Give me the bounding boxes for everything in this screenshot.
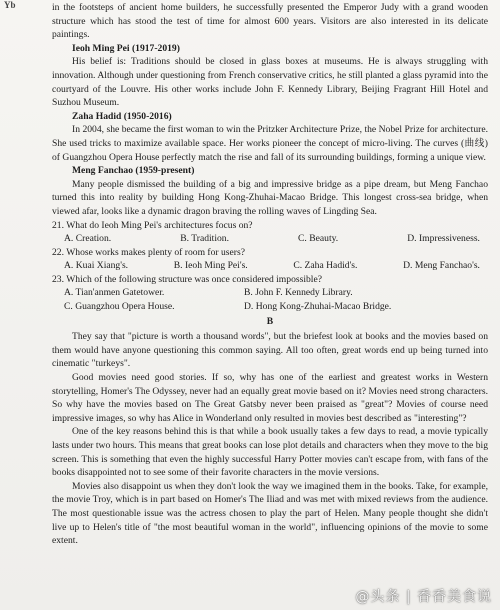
question-21-options [52,232,488,246]
question-23-options [52,286,488,313]
section-body-hadid: In 2004, she became the first woman to win the Pritzker Architecture Prize, the Nobel Prize for architecture. She used tricks to maximize available space. Her works pioneer the concept of micro-living. The curves (曲线) of Guangzhou Opera House perfectly match the rise and fall of its surrounding buildings, forming a unique view. [52,124,488,163]
option-b: B. John F. Kennedy Library. [244,287,353,299]
option-a: A. Kuai Xiang's. [64,260,129,272]
option-b: B. Tradition. [180,233,229,245]
section-body-meng: Many people dismissed the building of a big and impressive bridge as a pipe dream, but Meng Fanchao turned this into reality by building Hong Kong-Zhuhai-Macao Bridge. This longest cross-sea bridge, when viewed afar, looks like a dynamic dragon braving the rolling waves of Lingding Sea. [52,178,488,217]
passage-b-paragraph-3: One of the key reasons behind this is that while a book usually takes a few days to read, a movie typically lasts under two hours. This means that great books can lose plot details and characters when they move to the big screen. This is something that even the highly successful Harry Potter movies can't escape from, with fans of the books disappointed not to see some of their favorite characters in the movie versions. [52,426,488,479]
paragraph-continuation: in the footsteps of ancient home builders, he successfully presented the Emperor Judy with a grand wooden structure which has stood the test of time for almost 600 years. Visitors are also interested in its delicate paintings. [52,2,488,41]
section-heading-pei: Ieoh Ming Pei (1917-2019) [72,42,180,54]
option-c: C. Zaha Hadid's. [293,260,358,272]
question-23-stem: 23. Which of the following structure was once considered impossible? [52,273,322,285]
question-22-options [52,259,488,273]
option-a: A. Tian'anmen Gatetower. [64,287,165,299]
option-d: D. Hong Kong-Zhuhai-Macao Bridge. [244,301,392,313]
passage-b-paragraph-4: Movies also disappoint us when they don't look the way we imagined them in the books. Take, for example, the movie Troy, which is in part based on Homer's The Iliad and was met with mixed reviews from the audience. The most questionable issue was the actress chosen to play the part of Helen. Many people thought she didn't live up to Helen's title of "the most beautiful woman in the world", influencing opinions of the movie to some extent. [52,480,488,547]
section-b-marker: B [266,315,274,327]
section-body-pei: His belief is: Traditions should be closed in glass boxes at museums. He is always struggling with innovation. Although under questioning from French conservative critics, he still planted a glass pyramid into the courtyard of the Louvre. His other works include John F. Kennedy Library, Beijing Fragrant Hill Hotel and Suzhou Museum. [52,56,488,109]
page-corner-mark: Yb [4,0,16,10]
option-c: C. Guangzhou Opera House. [64,301,175,313]
section-heading-meng: Meng Fanchao (1959-present) [72,165,195,177]
section-heading-hadid: Zaha Hadid (1950-2016) [72,110,172,122]
option-a: A. Creation. [64,233,112,245]
option-d: D. Meng Fanchao's. [403,260,480,272]
page-content [52,1,488,548]
passage-b-paragraph-2: Good movies need good stories. If so, why has one of the earliest and greatest works in Western storytelling, Homer's The Odyssey, never had an equally great movie based on it? Movies need strong characters. So why have the movies based on The Great Gatsby never been praised as "great"? Movies of course need impressive images, so why has Alice in Wonderland only resulted in movies best described as "interesting"? [52,372,488,424]
option-c: C. Beauty. [298,233,339,245]
question-21-stem: 21. What do Ieoh Ming Pei's architectures focus on? [52,219,253,231]
option-d: D. Impressiveness. [407,233,480,245]
option-b: B. Ieoh Ming Pei's. [173,260,248,272]
question-22-stem: 22. Whose works makes plenty of room for users? [52,246,245,258]
source-watermark: @头条 | 香香美食说 [355,589,492,605]
passage-b-paragraph-1: They say that "picture is worth a thousand words", but the briefest look at books and the movies based on them would have anyone questioning this common saying. All too often, great words end up being turned into cinematic "turkeys". [52,331,488,370]
